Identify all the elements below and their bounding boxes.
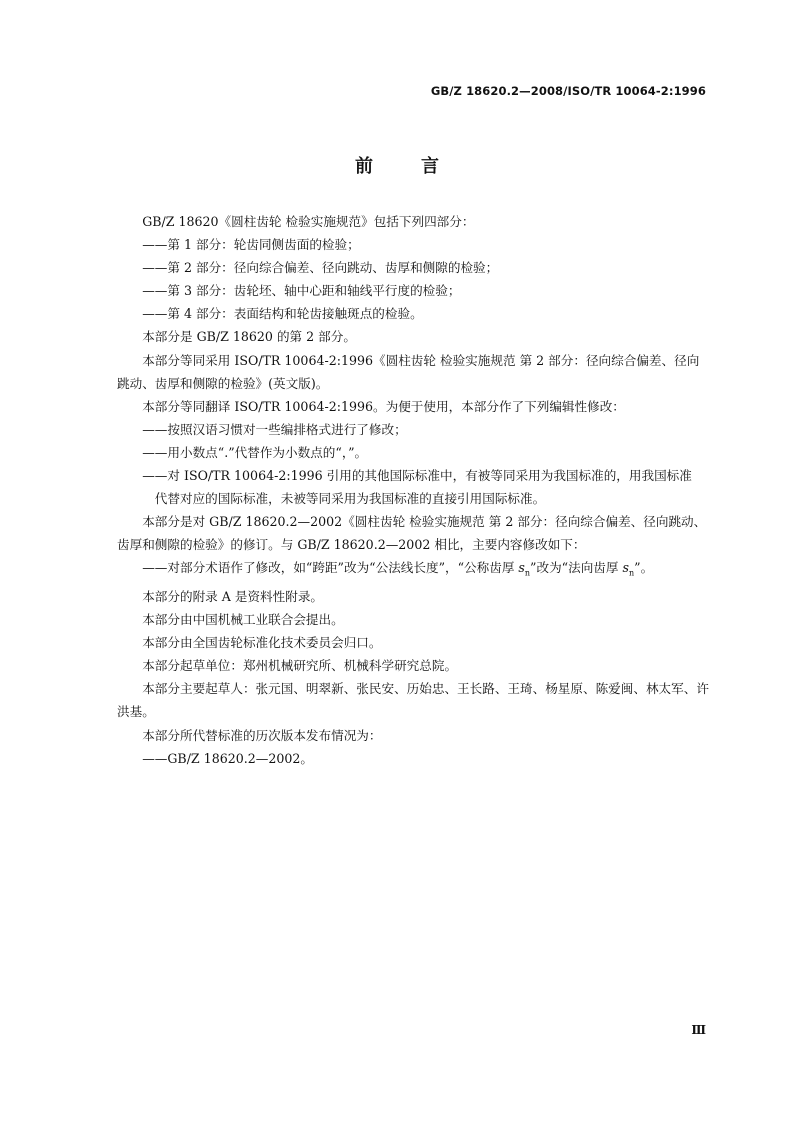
paragraph-drafters: 本部分主要起草人：张元国、明翠新、张民安、历始忠、王长路、王琦、杨星原、陈爱闽、林太军、许洪基。: [117, 681, 709, 720]
page-title: [0, 152, 794, 178]
list-item-part3: ——第 3 部分：齿轮坯、轴中心距和轴线平行度的检验；: [142, 283, 461, 299]
change1-text-post: ”。: [634, 560, 654, 576]
list-item-edit2: ——用小数点“.”代替作为小数点的“，”。: [142, 444, 368, 460]
list-item-edit3: ——对 ISO/TR 10064-2:1996 引用的其他国际标准中，有被等同采用为我国标准的，用我国标准: [142, 468, 692, 484]
title-char-1: 前: [355, 156, 373, 177]
paragraph-annex: 本部分的附录 A 是资料性附录。: [142, 589, 324, 605]
title-char-2: 言: [421, 156, 439, 177]
paragraph-revision: 本部分是对 GB/Z 18620.2—2002《圆柱齿轮 检验实施规范 第 2 部分：径向综合偏差、径向跳动、齿厚和侧隙的检验》的修订。与 GB/Z 18620.2—2002 相比，主要内容修改如下：: [117, 514, 707, 553]
paragraph-previous-editions: 本部分所代替标准的历次版本发布情况为：: [142, 727, 382, 743]
paragraph-translation: 本部分等同翻译 ISO/TR 10064-2:1996。为便于使用，本部分作了下列编辑性修改：: [142, 398, 625, 414]
foreword-body: [117, 210, 709, 770]
paragraph-adoption: 本部分等同采用 ISO/TR 10064-2:1996《圆柱齿轮 检验实施规范 第 2 部分：径向综合偏差、径向跳动、齿厚和侧隙的检验》(英文版)。: [117, 352, 700, 391]
list-item-part4: ——第 4 部分：表面结构和轮齿接触斑点的检验。: [142, 306, 423, 322]
list-item-part2: ——第 2 部分：径向综合偏差、径向跳动、齿厚和侧隙的检验；: [142, 260, 499, 276]
list-item-part1: ——第 1 部分：轮齿同侧齿面的检验；: [142, 237, 360, 253]
paragraph-part-statement: 本部分是 GB/Z 18620 的第 2 部分。: [142, 329, 356, 345]
change1-symbol-s-2: s: [622, 560, 629, 576]
page-number: Ⅲ: [691, 1023, 706, 1037]
paragraph-drafting-units: 本部分起草单位：郑州机械研究所、机械科学研究总院。: [142, 658, 458, 674]
standard-number-header: GB/Z 18620.2—2008/ISO/TR 10064-2:1996: [430, 84, 706, 98]
list-item-previous-edition: ——GB/Z 18620.2—2002。: [142, 750, 314, 766]
change1-subscript-n-2: n: [628, 568, 635, 578]
change1-text-pre: ——对部分术语作了修改，如“跨距”改为“公法线长度”，“公称齿厚: [142, 560, 519, 576]
paragraph-proposed-by: 本部分由中国机械工业联合会提出。: [142, 612, 344, 628]
list-item-edit3-continued: 代替对应的国际标准，未被等同采用为我国标准的直接引用国际标准。: [154, 491, 546, 507]
change1-symbol-s: s: [518, 560, 525, 576]
paragraph-series-intro: GB/Z 18620《圆柱齿轮 检验实施规范》包括下列四部分：: [142, 214, 475, 229]
change1-text-mid: ”改为“法向齿厚: [530, 560, 623, 576]
list-item-change1: [117, 556, 709, 585]
change1-subscript-n: n: [524, 568, 531, 578]
list-item-edit1: ——按照汉语习惯对一些编排格式进行了修改；: [142, 421, 407, 437]
paragraph-centralized-by: 本部分由全国齿轮标准化技术委员会归口。: [142, 635, 382, 651]
